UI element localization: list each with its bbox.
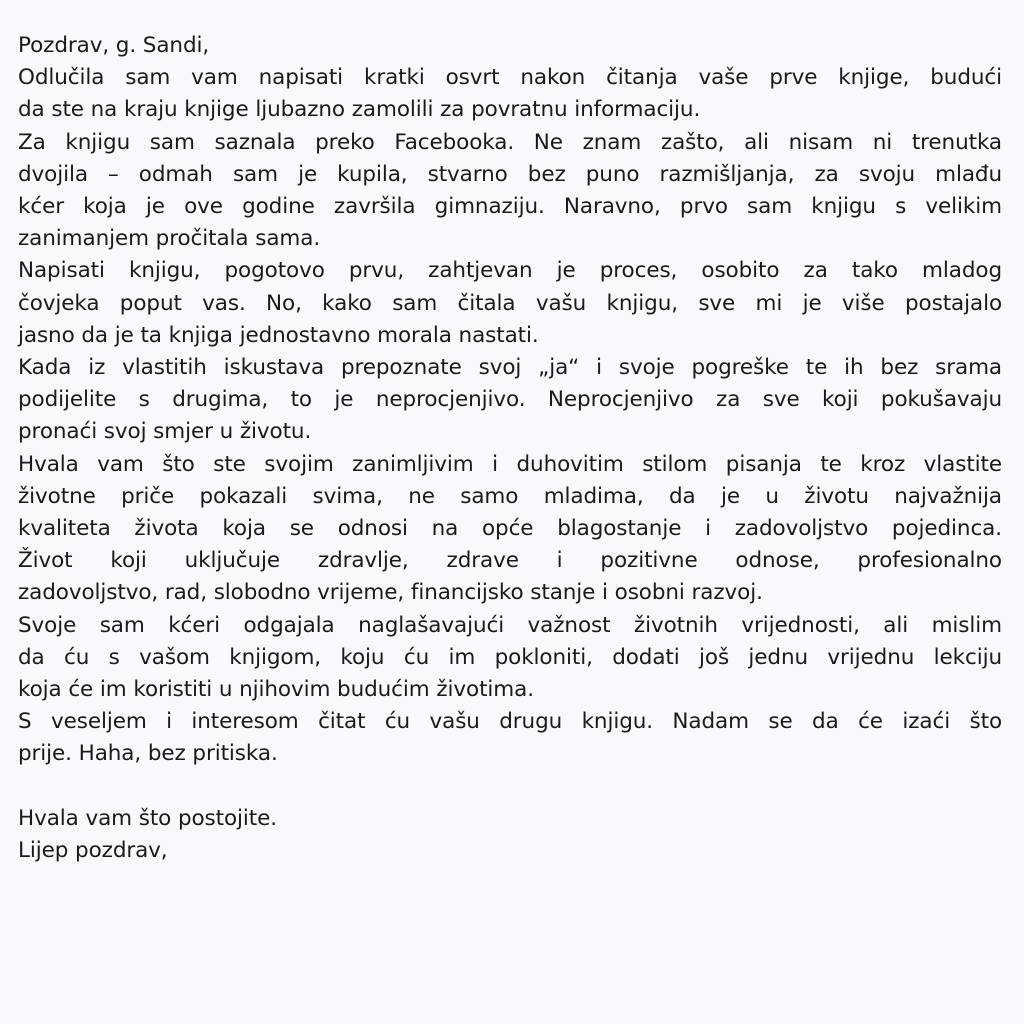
- closing-signoff: Lijep pozdrav,: [18, 838, 168, 864]
- paragraph-line: kvaliteta života koja se odnosi na opće blagostanje i zadovoljstvo pojedinca.: [18, 516, 1002, 542]
- paragraph-line: da ću s vašom knjigom, koju ću im pokloniti, dodati još jednu vrijednu lekciju: [18, 644, 1002, 670]
- letter-body: [18, 30, 1002, 867]
- letter-paragraph: [18, 449, 1002, 610]
- paragraph-line: Napisati knjigu, pogotovo prvu, zahtjevan je proces, osobito za tako mladog: [18, 258, 1002, 284]
- paragraph-line: zadovoljstvo, rad, slobodno vrijeme, financijsko stanje i osobni razvoj.: [18, 580, 763, 606]
- letter-greeting: Pozdrav, g. Sandi,: [18, 33, 210, 58]
- letter-paragraph: [18, 62, 1002, 126]
- paragraph-line: Za knjigu sam saznala preko Facebooka. Ne znam zašto, ali nisam ni trenutka: [18, 129, 1002, 155]
- letter-paragraph: [18, 255, 1002, 352]
- paragraph-line: životne priče pokazali svima, ne samo mladima, da je u životu najvažnija: [18, 483, 1002, 509]
- paragraph-line: S veseljem i interesom čitat ću vašu drugu knjigu. Nadam se da će izaći što: [18, 709, 1002, 735]
- blank-line: [18, 771, 1002, 803]
- letter-paragraph: [18, 610, 1002, 707]
- paragraph-line: koja će im koristiti u njihovim budućim životima.: [18, 677, 534, 703]
- letter-paragraph: [18, 127, 1002, 256]
- paragraph-line: Svoje sam kćeri odgajala naglašavajući važnost životnih vrijednosti, ali mislim: [18, 612, 1002, 638]
- paragraph-line: dvojila – odmah sam je kupila, stvarno bez puno razmišljanja, za svoju mlađu: [18, 161, 1002, 187]
- paragraph-line: podijelite s drugima, to je neprocjenjivo. Neprocjenjivo za sve koji pokušavaju: [18, 387, 1002, 413]
- letter-paragraph: [18, 706, 1002, 770]
- paragraph-line: Hvala vam što ste svojim zanimljivim i duhovitim stilom pisanja te kroz vlastite: [18, 451, 1002, 477]
- paragraph-line: jasno da je ta knjiga jednostavno morala nastati.: [18, 322, 539, 348]
- closing-thanks: Hvala vam što postojite.: [18, 805, 277, 831]
- paragraph-line: prije. Haha, bez pritiska.: [18, 741, 278, 767]
- paragraph-line: kćer koja je ove godine završila gimnaziju. Naravno, prvo sam knjigu s velikim: [18, 194, 1002, 220]
- letter-paragraphs: [18, 62, 1002, 770]
- letter-paragraph: [18, 352, 1002, 449]
- paragraph-line: pronaći svoj smjer u životu.: [18, 419, 312, 445]
- paragraph-line: zanimanjem pročitala sama.: [18, 226, 321, 252]
- paragraph-line: Kada iz vlastitih iskustava prepoznate svoj „ja“ i svoje pogreške te ih bez srama: [18, 355, 1002, 381]
- paragraph-line: čovjeka poput vas. No, kako sam čitala vašu knjigu, sve mi je više postajalo: [18, 290, 1002, 316]
- paragraph-line: Život koji uključuje zdravlje, zdrave i pozitivne odnose, profesionalno: [18, 548, 1002, 574]
- paragraph-line: Odlučila sam vam napisati kratki osvrt nakon čitanja vaše prve knjige, budući: [18, 65, 1002, 91]
- paragraph-line: da ste na kraju knjige ljubazno zamolili za povratnu informaciju.: [18, 97, 701, 123]
